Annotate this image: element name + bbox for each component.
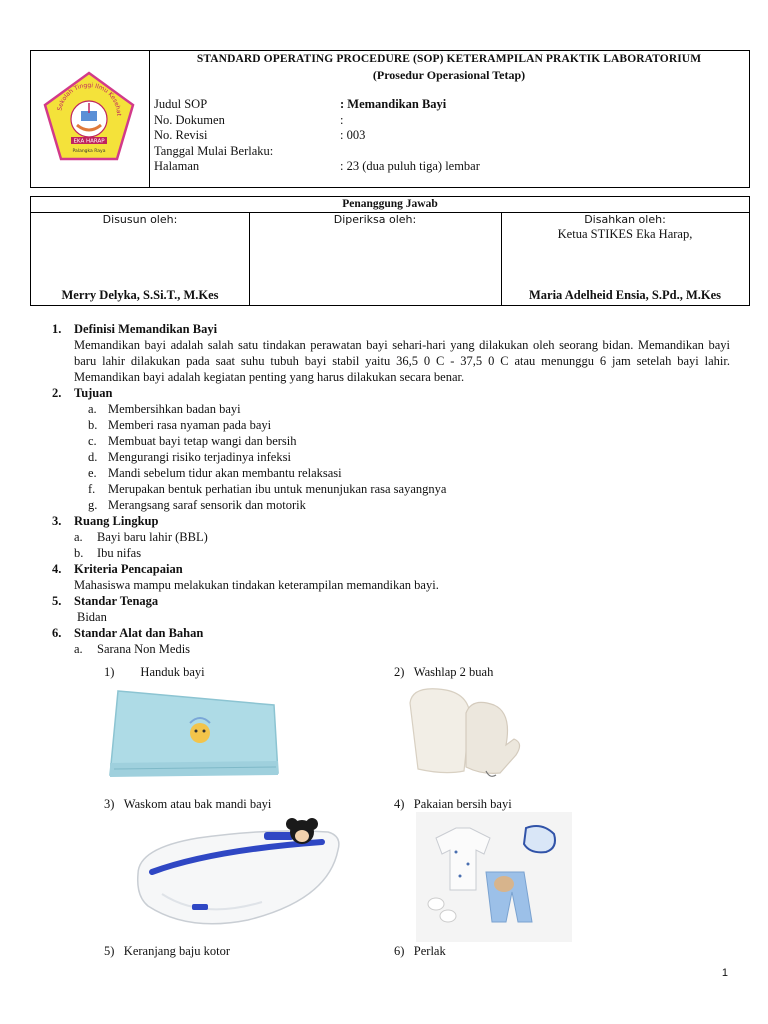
sop-body bbox=[52, 321, 730, 657]
disahkan-label: Disahkan oleh: bbox=[584, 213, 666, 226]
penanggung-jawab-table bbox=[30, 196, 750, 306]
pj-col-diperiksa bbox=[249, 213, 502, 305]
tool-label-perlak: 6) Perlak bbox=[394, 944, 446, 958]
diperiksa-label: Diperiksa oleh: bbox=[333, 213, 417, 226]
section-title: 6. Standar Alat dan Bahan bbox=[52, 626, 204, 640]
meta-value: : 23 (dua puluh tiga) lembar bbox=[340, 159, 480, 173]
meta-row-judul bbox=[154, 97, 734, 113]
section-text: Bidan bbox=[77, 610, 107, 624]
meta-value: : bbox=[340, 112, 344, 127]
list-item: a. Bayi baru lahir (BBL) bbox=[74, 530, 208, 544]
section-title: 3. Ruang Lingkup bbox=[52, 514, 159, 528]
washcloth-image bbox=[398, 683, 538, 783]
disusun-name: Merry Delyka, S.Si.T., M.Kes bbox=[61, 288, 219, 302]
meta-value: : Memandikan Bayi bbox=[340, 97, 447, 111]
stikes-logo bbox=[41, 69, 137, 165]
list-item: d. Mengurangi risiko terjadinya infeksi bbox=[88, 450, 291, 464]
sop-subtitle: (Prosedur Operasional Tetap) bbox=[372, 68, 526, 82]
pj-col-disahkan bbox=[501, 213, 749, 305]
logo-city-text: Palangka Raya bbox=[72, 149, 106, 154]
section-title: 5. Standar Tenaga bbox=[52, 594, 159, 608]
list-item: a. Sarana Non Medis bbox=[74, 642, 191, 656]
meta-key: Halaman bbox=[154, 159, 200, 173]
list-item: g. Merangsang saraf sensorik dan motorik bbox=[88, 498, 306, 512]
meta-key: No. Revisi bbox=[154, 128, 208, 142]
section-title: 1. Definisi Memandikan Bayi bbox=[52, 322, 218, 336]
section-text: Memandikan bayi adalah salah satu tindakan perawatan bayi sehari-hari yang dilakukan oleh seorang bidan. Memandikan bayi baru lahir dilakukan pada saat suhu tubuh bayi stabil yaitu 36,5 0 C - 37,5 0 C atau menunggu 6 jam setelah bayi lahir. Memandikan bayi adalah kegiatan penting yang harus dilakukan secara benar. bbox=[74, 338, 730, 384]
tool-label-pakaian: 4) Pakaian bersih bayi bbox=[394, 797, 512, 811]
meta-row-tanggal bbox=[154, 144, 734, 160]
list-item: f. Merupakan bentuk perhatian ibu untuk menunjukan rasa sayangnya bbox=[88, 482, 447, 496]
disahkan-role: Ketua STIKES Eka Harap, bbox=[557, 227, 693, 241]
meta-key: Judul SOP bbox=[154, 97, 208, 111]
tool-label-handuk: 1) Handuk bayi bbox=[104, 665, 205, 679]
meta-value: : 003 bbox=[340, 128, 366, 142]
sop-title: STANDARD OPERATING PROCEDURE (SOP) KETERAMPILAN PRAKTIK LABORATORIUM bbox=[196, 53, 702, 65]
list-item: e. Mandi sebelum tidur akan membantu relaksasi bbox=[88, 466, 342, 480]
baby-clothes-image bbox=[416, 812, 572, 942]
list-item: a. Membersihkan badan bayi bbox=[88, 402, 241, 416]
baby-towel-image bbox=[104, 683, 282, 783]
list-item: c. Membuat bayi tetap wangi dan bersih bbox=[88, 434, 297, 448]
meta-row-halaman bbox=[154, 159, 734, 175]
list-item: b. Memberi rasa nyaman pada bayi bbox=[88, 418, 272, 432]
disahkan-name: Maria Adelheid Ensia, S.Pd., M.Kes bbox=[528, 288, 722, 302]
meta-row-dokumen bbox=[154, 113, 734, 129]
section-title: 2. Tujuan bbox=[52, 386, 113, 400]
section-text: Mahasiswa mampu melakukan tindakan keterampilan memandikan bayi. bbox=[74, 578, 439, 592]
baby-bathtub-image bbox=[132, 818, 344, 934]
section-title: 4. Kriteria Pencapaian bbox=[52, 562, 183, 576]
disusun-label: Disusun oleh: bbox=[102, 213, 178, 226]
sop-meta bbox=[154, 97, 734, 175]
list-item: b. Ibu nifas bbox=[74, 546, 142, 560]
tool-label-waskom: 3) Waskom atau bak mandi bayi bbox=[104, 797, 272, 811]
sop-header-box bbox=[30, 50, 750, 188]
meta-key: Tanggal Mulai Berlaku: bbox=[154, 143, 274, 158]
logo-ribbon-text: EKA HARAP bbox=[73, 138, 105, 145]
tool-label-washlap: 2) Washlap 2 buah bbox=[394, 665, 494, 679]
logo-arc-text: Sekolah Tinggi Ilmu Kesehat bbox=[56, 81, 123, 117]
tool-label-keranjang: 5) Keranjang baju kotor bbox=[104, 944, 231, 958]
logo-cell bbox=[31, 51, 150, 187]
pj-title: Penanggung Jawab bbox=[31, 197, 749, 213]
pj-col-disusun bbox=[31, 213, 250, 305]
meta-key: No. Dokumen bbox=[154, 112, 225, 127]
page-number: 1 bbox=[721, 967, 728, 979]
meta-row-revisi bbox=[154, 128, 734, 144]
